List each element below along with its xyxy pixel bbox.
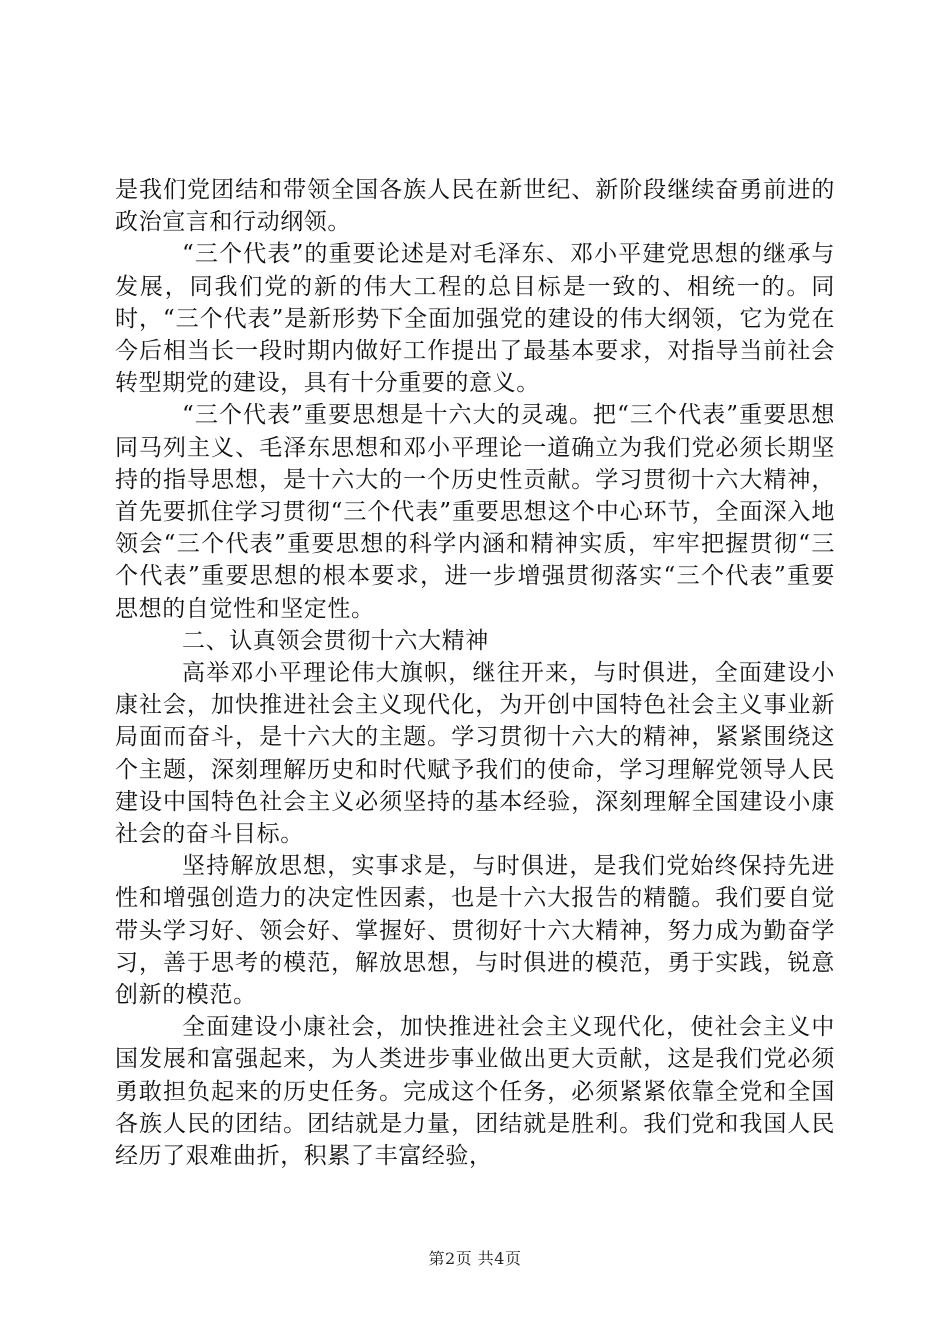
paragraph-three-represents-soul: “三个代表”重要思想是十六大的灵魂。把“三个代表”重要思想同马列主义、毛泽东思想和邓小平理论一道确立为我们党必须长期坚持的指导思想，是十六大的一个历史性贡献。学习贯彻十六大精神，首先要抓住学习贯彻“三个代表”重要思想这个中心环节，全面深入地领会“三个代表”重要思想的科学内涵和精神实质，牢牢把握贯彻“三个代表”重要思想的根本要求，进一步增强贯彻落实“三个代表”重要思想的自觉性和坚定性。 [115, 402, 835, 622]
page-number-footer: 第2页 共4页 [428, 1249, 522, 1268]
section-heading: 二、认真领会贯彻十六大精神 [182, 627, 489, 654]
paragraph-congress-theme: 高举邓小平理论伟大旗帜，继往开来，与时俱进，全面建设小康社会，加快推进社会主义现代化，为开创中国特色社会主义事业新局面而奋斗，是十六大的主题。学习贯彻十六大的精神，紧紧围绕这个主题，深刻理解历史和时代赋予我们的使命，学习理解党领导人民建设中国特色社会主义必须坚持的基本经验，深刻理解全国建设小康社会的奋斗目标。 [115, 660, 835, 848]
paragraph-emancipate-mind: 坚持解放思想，实事求是，与时俱进，是我们党始终保持先进性和增强创造力的决定性因素，也是十六大报告的精髓。我们要自觉带头学习好、领会好、掌握好、贯彻好十六大精神，努力成为勤奋学习，善于思考的模范，解放思想，与时俱进的模范，勇于实践，锐意创新的模范。 [115, 853, 835, 1009]
paragraph-continuation: 是我们党团结和带领全国各族人民在新世纪、新阶段继续奋勇前进的政治宣言和行动纲领。 [115, 177, 835, 236]
paragraph-xiaokang-society: 全面建设小康社会，加快推进社会主义现代化，使社会主义中国发展和富强起来，为人类进步事业做出更大贡献，这是我们党必须勇敢担负起来的历史任务。完成这个任务，必须紧紧依靠全党和全国各族人民的团结。团结就是力量，团结就是胜利。我们党和我国人民经历了艰难曲折，积累了丰富经验， [115, 1014, 835, 1170]
paragraph-three-represents-inheritance: “三个代表”的重要论述是对毛泽东、邓小平建党思想的继承与发展，同我们党的新的伟大工程的总目标是一致的、相统一的。同时，“三个代表”是新形势下全面加强党的建设的伟大纲领，它为党在今后相当长一段时期内做好工作提出了最基本要求，对指导当前社会转型期党的建设，具有十分重要的意义。 [115, 241, 835, 397]
document-body [115, 174, 835, 1172]
